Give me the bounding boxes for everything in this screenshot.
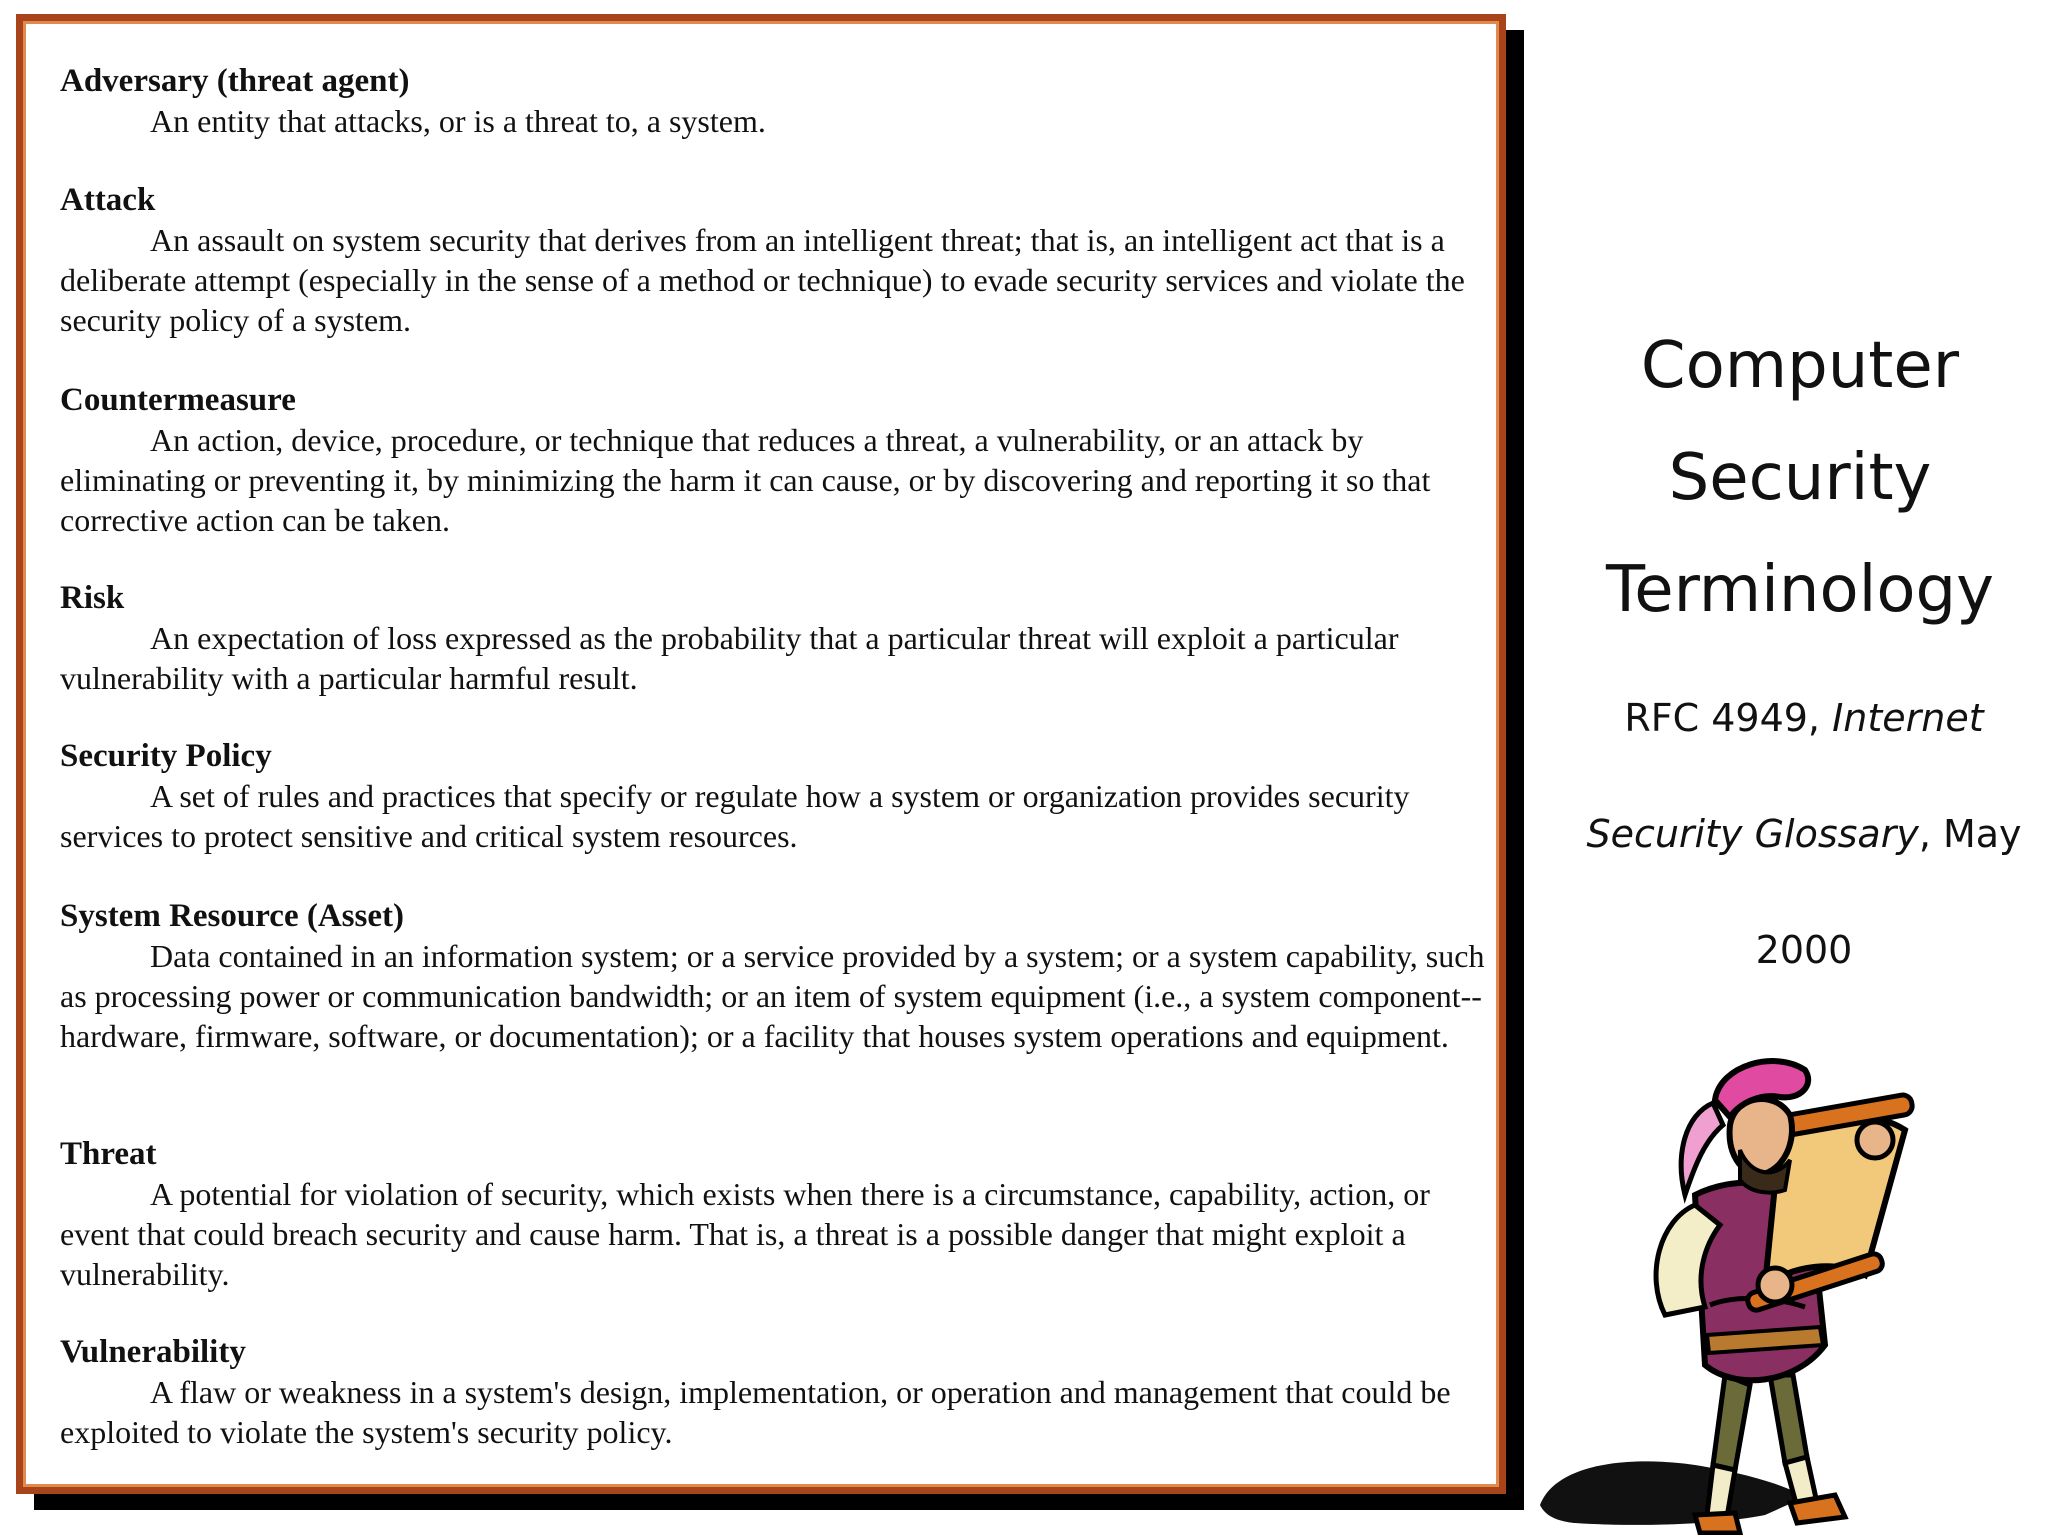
glossary-entry-threat [60, 1134, 1490, 1294]
rfc-citation [1560, 660, 2048, 1008]
definition-vulnerability: A flaw or weakness in a system's design, implementation, or operation and management that could be exploited to violate the system's security policy. [60, 1374, 1451, 1450]
glossary-entry-countermeasure [60, 380, 1490, 540]
term-security-policy: Security Policy [60, 738, 272, 774]
definition-countermeasure: An action, device, procedure, or technique that reduces a threat, a vulnerability, or an attack by eliminating or preventing it, by minimizing the harm it can cause, or by discovering and reporting it so that corrective action can be taken. [60, 422, 1431, 538]
slide-title [1560, 310, 2040, 646]
glossary-entry-security-policy [60, 736, 1490, 856]
term-system-resource: System Resource (Asset) [60, 898, 404, 934]
definition-risk: An expectation of loss expressed as the probability that a particular threat will exploit a particular vulnerability with a particular harmful result. [60, 620, 1399, 696]
glossary-entry-attack [60, 180, 1490, 340]
definition-system-resource: Data contained in an information system; or a service provided by a system; or a system capability, such as processing power or communication bandwidth; or an item of system equipment (i.e., a system component--hardware, firmware, software, or documentation); or a facility that houses system operations and equipment. [60, 938, 1485, 1054]
citation-line-3: 2000 [1755, 928, 1853, 972]
definition-attack: An assault on system security that derives from an intelligent threat; that is, an intelligent act that is a deliberate attempt (especially in the sense of a method or technique) to evade security services and violate the security policy of a system. [60, 222, 1465, 338]
glossary-entry-risk [60, 578, 1490, 698]
citation-internet: Internet [1832, 696, 1984, 740]
term-countermeasure: Countermeasure [60, 382, 296, 418]
citation-line-2 [1560, 776, 2048, 892]
term-adversary: Adversary (threat agent) [60, 63, 410, 99]
definition-adversary: An entity that attacks, or is a threat to, a system. [150, 103, 766, 139]
term-attack: Attack [60, 182, 156, 218]
definition-threat: A potential for violation of security, which exists when there is a circumstance, capability, action, or event that could breach security and cause harm. That is, a threat is a possible danger that might exploit a vulnerability. [60, 1176, 1430, 1292]
glossary-entry-system-resource [60, 896, 1490, 1056]
citation-month: , May [1918, 812, 2022, 856]
title-line-terminology: Terminology [1605, 553, 1995, 627]
term-vulnerability: Vulnerability [60, 1334, 246, 1370]
title-line-computer: Computer [1640, 329, 1960, 403]
glossary-entry-vulnerability [60, 1332, 1490, 1452]
glossary-box [16, 14, 1506, 1494]
citation-rfc: RFC 4949, [1624, 696, 1833, 740]
term-risk: Risk [60, 580, 125, 616]
citation-glossary: Security Glossary [1586, 812, 1919, 856]
citation-line-1 [1560, 660, 2048, 776]
term-threat: Threat [60, 1136, 157, 1172]
title-line-security: Security [1668, 441, 1932, 515]
definition-security-policy: A set of rules and practices that specify or regulate how a system or organization provides security services to protect sensitive and critical system resources. [60, 778, 1410, 854]
herald-with-scroll-icon [1535, 1045, 2005, 1535]
glossary-entry-adversary [60, 61, 1490, 141]
